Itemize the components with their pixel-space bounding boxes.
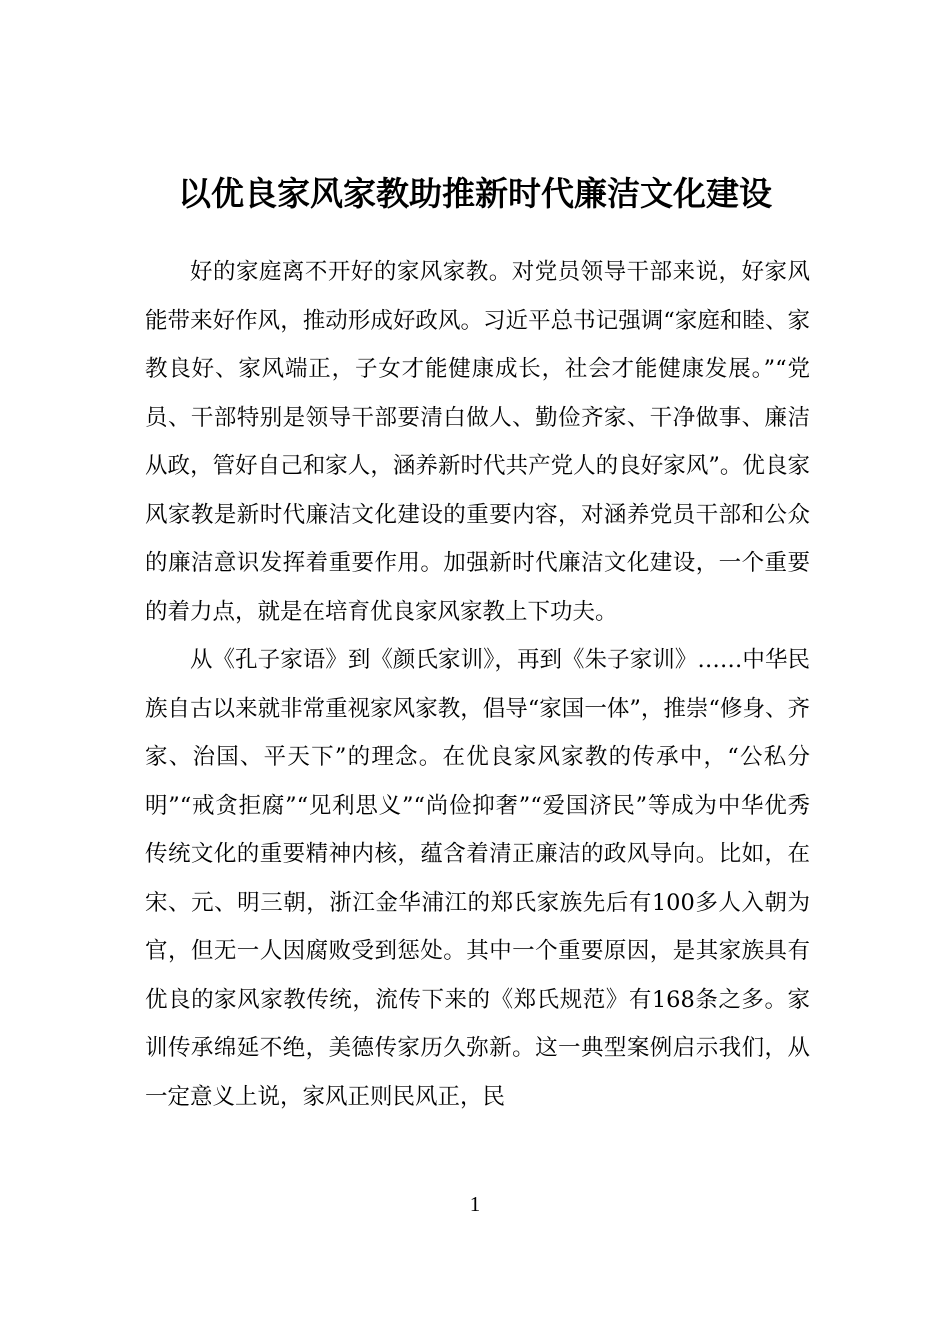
- document-body: [145, 248, 810, 1121]
- paragraph-2: 从《孔子家语》到《颜氏家训》，再到《朱子家训》……中华民族自古以来就非常重视家风家教，倡导“家国一体”，推崇“修身、齐家、治国、平天下”的理念。在优良家风家教的传承中，“公私分明”“戒贪拒腐”“见利思义”“尚俭抑奢”“爱国济民”等成为中华优秀传统文化的重要精神内核，蕴含着清正廉洁的政风导向。比如，在宋、元、明三朝，浙江金华浦江的郑氏家族先后有100多人入朝为官，但无一人因腐败受到惩处。其中一个重要原因，是其家族具有优良的家风家教传统，流传下来的《郑氏规范》有168条之多。家训传承绵延不绝，美德传家历久弥新。这一典型案例启示我们，从一定意义上说，家风正则民风正，民: [145, 647, 810, 1110]
- page-number: 1: [469, 1192, 481, 1216]
- document-title: 以优良家风家教助推新时代廉洁文化建设: [178, 174, 772, 213]
- paragraph-1: 好的家庭离不开好的家风家教。对党员领导干部来说，好家风能带来好作风，推动形成好政风。习近平总书记强调“家庭和睦、家教良好、家风端正，子女才能健康成长，社会才能健康发展。”“党员、干部特别是领导干部要清白做人、勤俭齐家、干净做事、廉洁从政，管好自己和家人，涵养新时代共产党人的良好家风”。优良家风家教是新时代廉洁文化建设的重要内容，对涵养党员干部和公众的廉洁意识发挥着重要作用。加强新时代廉洁文化建设，一个重要的着力点，就是在培育优良家风家教上下功夫。: [145, 259, 810, 625]
